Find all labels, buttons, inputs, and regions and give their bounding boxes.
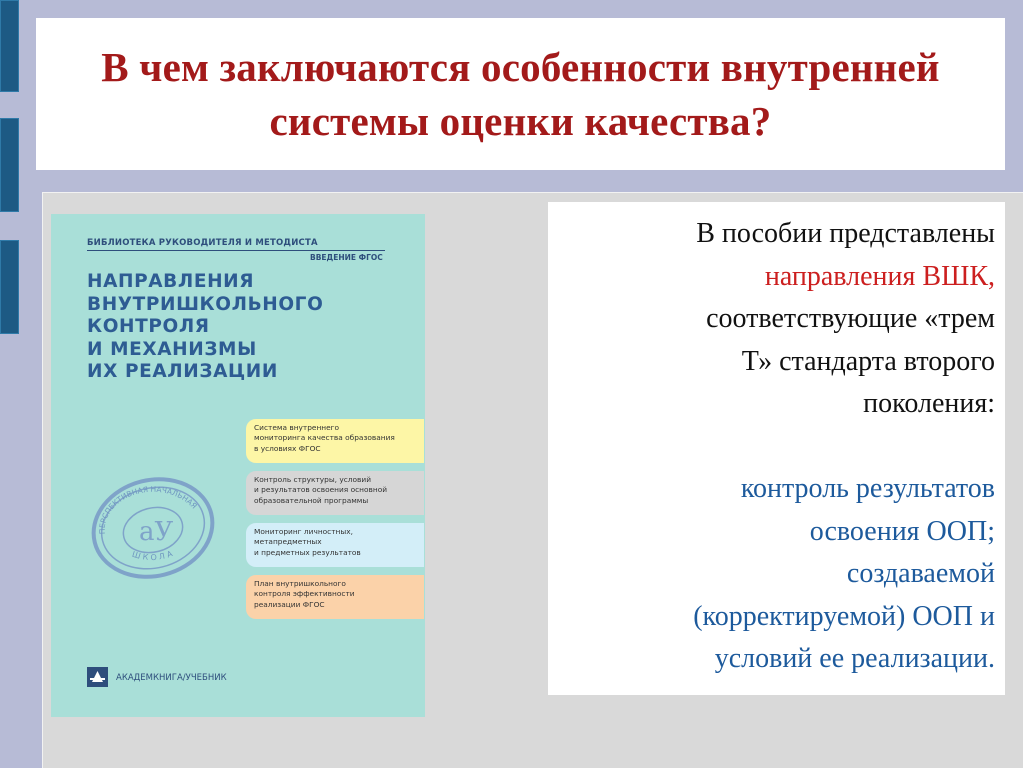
body-text xyxy=(555,213,995,681)
pill-text: реализации ФГОС xyxy=(254,599,325,609)
body-line: соответствующие «трем xyxy=(706,303,995,334)
body-line: поколения: xyxy=(863,388,995,419)
side-tab xyxy=(0,118,19,212)
cover-title-line: КОНТРОЛЯ xyxy=(87,316,210,337)
cover-section-pill xyxy=(246,471,424,515)
cover-title-line: И МЕХАНИЗМЫ xyxy=(87,338,257,360)
pill-text: контроля эффективности xyxy=(254,589,355,599)
body-line: В пособии представлены xyxy=(696,218,995,249)
cover-title xyxy=(87,271,397,384)
cover-title-line: НАПРАВЛЕНИЯ xyxy=(87,271,255,292)
spacer xyxy=(555,426,995,469)
publisher xyxy=(87,667,387,689)
side-tab xyxy=(0,0,19,92)
body-highlight-blue: создаваемой xyxy=(846,558,995,589)
pill-text: и результатов освоения основной xyxy=(254,485,388,495)
pill-text: мониторинга качества образования xyxy=(254,433,395,443)
cover-series: БИБЛИОТЕКА РУКОВОДИТЕЛЯ И МЕТОДИСТА xyxy=(87,238,318,248)
slide-title: В чем заключаются особенности внутренней системы оценки качества? xyxy=(101,44,940,144)
pill-text: метапредметных xyxy=(254,537,322,547)
pill-text: в условиях ФГОС xyxy=(254,443,321,453)
stamp-arc-top: ПЕРСПЕКТИВНАЯ НАЧАЛЬНАЯ xyxy=(97,484,199,535)
cover-subseries: ВВЕДЕНИЕ ФГОС xyxy=(310,253,383,262)
publisher-logo-icon xyxy=(87,667,108,687)
cover-section-pill xyxy=(246,523,424,567)
stamp-monogram: аУ xyxy=(139,517,174,547)
side-tab xyxy=(0,240,19,334)
cover-section-pill xyxy=(246,419,424,463)
stamp-arc-bottom: Ш К О Л А xyxy=(130,549,174,563)
cover-section-pill xyxy=(246,575,424,619)
body-highlight-red: направления ВШК, xyxy=(764,260,995,292)
body-highlight-blue: условий ее реализации. xyxy=(714,643,995,674)
pill-text: Система внутреннего xyxy=(254,423,340,432)
cover-divider xyxy=(87,250,385,251)
body-highlight-blue: контроль результатов xyxy=(740,473,995,504)
pill-text: Контроль структуры, условий xyxy=(254,475,371,484)
cover-title-line: ВНУТРИШКОЛЬНОГО xyxy=(87,293,324,315)
cover-title-line: ИХ РЕАЛИЗАЦИИ xyxy=(87,361,278,382)
title-box xyxy=(36,18,1005,170)
body-highlight-blue: (корректируемой) ООП и xyxy=(693,600,995,632)
body-highlight-blue: освоения ООП; xyxy=(809,515,995,547)
pill-text: План внутришкольного xyxy=(254,579,346,588)
pill-text: Мониторинг личностных, xyxy=(254,527,353,536)
pill-text: и предметных результатов xyxy=(254,547,361,557)
school-stamp-logo xyxy=(89,476,217,580)
text-box xyxy=(548,202,1005,695)
body-line: Т» стандарта второго xyxy=(741,345,995,377)
book-cover-image xyxy=(51,214,425,717)
pill-text: образовательной программы xyxy=(254,495,369,505)
publisher-name: АКАДЕМКНИГА/УЧЕБНИК xyxy=(116,673,227,683)
